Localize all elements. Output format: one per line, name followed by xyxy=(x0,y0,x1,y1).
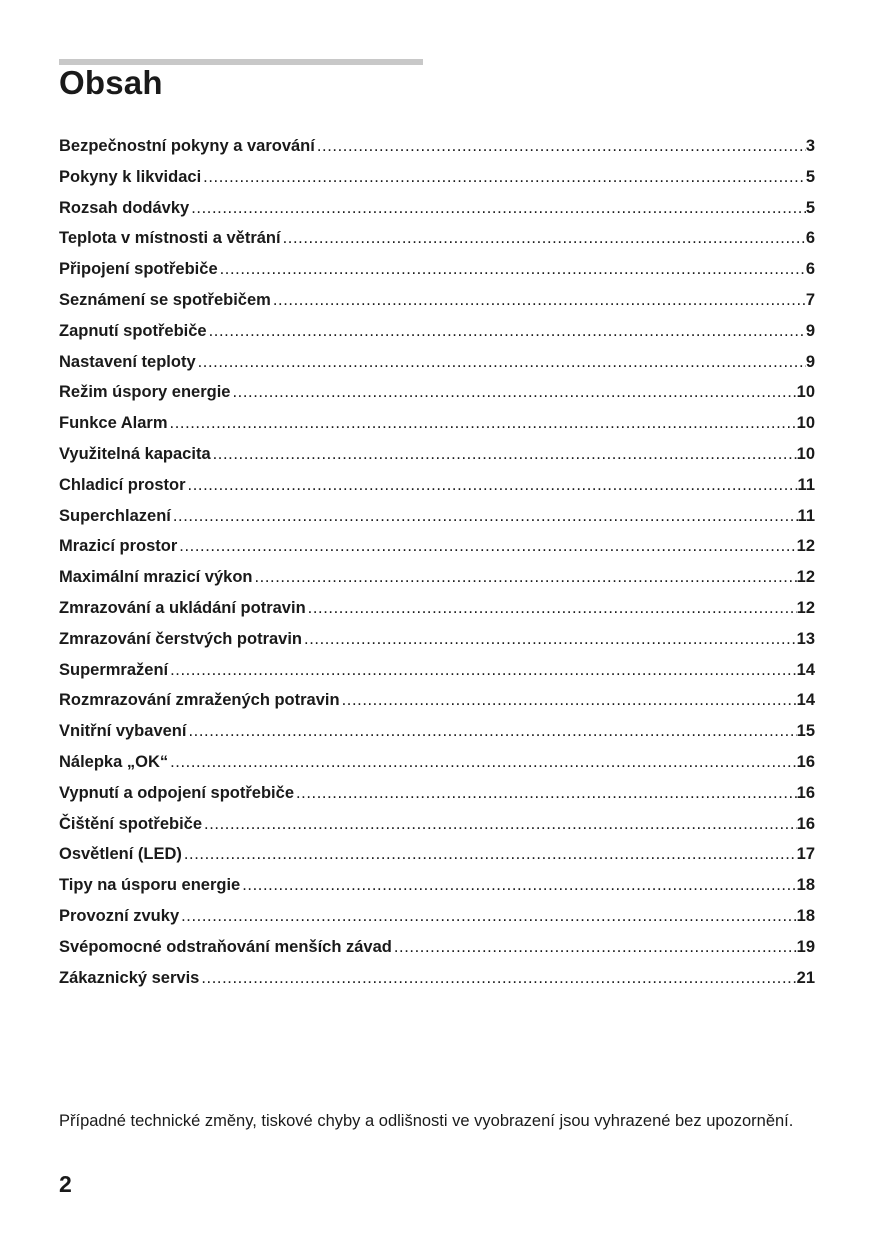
toc-entry-page: 16 xyxy=(796,814,815,833)
toc-dot-leader xyxy=(230,383,796,402)
toc-entry-title: Zapnutí spotřebiče xyxy=(59,321,207,340)
toc-entry-title: Vnitřní vybavení xyxy=(59,722,187,741)
toc-dot-leader xyxy=(218,260,806,279)
toc-dot-leader xyxy=(202,815,797,834)
toc-dot-leader xyxy=(392,938,797,957)
toc-dot-leader xyxy=(168,753,797,772)
toc-entry-title: Rozsah dodávky xyxy=(59,198,190,217)
toc-dot-leader xyxy=(168,661,797,680)
toc-entry xyxy=(59,476,815,507)
toc-dot-leader xyxy=(177,537,796,556)
toc-entry xyxy=(59,414,815,445)
toc-entry xyxy=(59,229,815,260)
toc-entry-page: 16 xyxy=(796,752,815,771)
toc-entry-title: Využitelná kapacita xyxy=(59,444,211,463)
toc-entry-page: 5 xyxy=(805,198,815,217)
toc-entry-page: 11 xyxy=(797,475,815,494)
toc-entry-title: Zmrazování čerstvých potravin xyxy=(59,629,303,648)
toc-dot-leader xyxy=(211,445,797,464)
toc-entry-title: Tipy na úsporu energie xyxy=(59,876,241,895)
toc-dot-leader xyxy=(302,630,797,649)
toc-entry-page: 12 xyxy=(796,537,815,556)
toc-entry-title: Nálepka „OK“ xyxy=(59,752,169,771)
toc-dot-leader xyxy=(294,784,797,803)
toc-entry xyxy=(59,199,815,230)
toc-entry xyxy=(59,630,815,661)
toc-dot-leader xyxy=(186,722,796,741)
toc-entry xyxy=(59,722,815,753)
toc-dot-leader xyxy=(271,291,806,310)
toc-entry xyxy=(59,815,815,846)
toc-entry xyxy=(59,907,815,938)
toc-dot-leader xyxy=(240,876,796,895)
toc-entry-page: 10 xyxy=(796,414,815,433)
toc-entry-page: 10 xyxy=(796,444,815,463)
toc-dot-leader xyxy=(306,599,797,618)
toc-entry-page: 9 xyxy=(805,352,815,371)
toc-entry xyxy=(59,784,815,815)
toc-entry xyxy=(59,938,815,969)
toc-entry-page: 14 xyxy=(796,660,815,679)
toc-entry-page: 14 xyxy=(796,691,815,710)
toc-entry-page: 12 xyxy=(796,598,815,617)
toc-entry-title: Teplota v místnosti a větrání xyxy=(59,229,281,248)
toc-entry-page: 19 xyxy=(796,937,815,956)
table-of-contents xyxy=(59,137,815,999)
toc-entry xyxy=(59,568,815,599)
toc-entry-page: 9 xyxy=(805,321,815,340)
toc-entry xyxy=(59,168,815,199)
toc-entry-title: Zákaznický servis xyxy=(59,968,200,987)
toc-entry-title: Bezpečnostní pokyny a varování xyxy=(59,137,315,155)
toc-entry-title: Supermražení xyxy=(59,660,169,679)
toc-entry xyxy=(59,969,815,1000)
toc-dot-leader xyxy=(253,568,797,587)
toc-entry-title: Mrazicí prostor xyxy=(59,537,178,556)
toc-entry-page: 13 xyxy=(796,629,815,648)
toc-entry-title: Zmrazování a ukládání potravin xyxy=(59,598,306,617)
toc-entry-page: 16 xyxy=(796,783,815,802)
toc-entry-title: Pokyny k likvidaci xyxy=(59,167,202,186)
toc-entry-title: Osvětlení (LED) xyxy=(59,845,182,864)
toc-entry xyxy=(59,291,815,322)
toc-entry xyxy=(59,507,815,538)
toc-entry-page: 17 xyxy=(796,845,815,864)
toc-entry xyxy=(59,137,815,168)
toc-dot-leader xyxy=(189,199,806,218)
toc-entry-title: Režim úspory energie xyxy=(59,383,231,402)
toc-entry xyxy=(59,599,815,630)
toc-entry-title: Svépomocné odstraňování menších závad xyxy=(59,937,392,956)
toc-entry xyxy=(59,445,815,476)
toc-entry-page: 12 xyxy=(796,568,815,587)
toc-dot-leader xyxy=(182,845,797,864)
page-title: Obsah xyxy=(59,64,163,101)
toc-entry xyxy=(59,661,815,692)
toc-entry-title: Funkce Alarm xyxy=(59,414,168,433)
page-number: 2 xyxy=(59,1171,72,1197)
toc-entry-title: Provozní zvuky xyxy=(59,906,180,925)
toc-dot-leader xyxy=(315,137,806,156)
toc-dot-leader xyxy=(186,476,798,495)
toc-entry xyxy=(59,383,815,414)
toc-entry-title: Seznámení se spotřebičem xyxy=(59,290,271,309)
toc-entry-page: 7 xyxy=(805,290,815,309)
toc-entry xyxy=(59,537,815,568)
toc-dot-leader xyxy=(201,168,806,187)
toc-entry xyxy=(59,845,815,876)
toc-entry-page: 18 xyxy=(796,876,815,895)
toc-entry-page: 5 xyxy=(805,167,815,186)
toc-entry-title: Chladicí prostor xyxy=(59,475,186,494)
toc-entry xyxy=(59,260,815,291)
toc-entry xyxy=(59,353,815,384)
toc-entry-page: 11 xyxy=(797,506,815,525)
toc-dot-leader xyxy=(196,353,806,372)
toc-entry xyxy=(59,876,815,907)
toc-entry-page: 15 xyxy=(796,722,815,741)
toc-entry-title: Čištění spotřebiče xyxy=(59,814,203,833)
toc-entry-page: 18 xyxy=(796,906,815,925)
toc-entry-page: 21 xyxy=(796,968,815,987)
toc-entry-page: 3 xyxy=(805,137,815,155)
toc-dot-leader xyxy=(168,414,797,433)
disclaimer-note: Případné technické změny, tiskové chyby a odlišnosti ve vyobrazení jsou vyhrazené bez upozornění. xyxy=(59,1112,794,1130)
toc-entry-title: Superchlazení xyxy=(59,506,171,525)
toc-dot-leader xyxy=(171,507,798,526)
toc-entry xyxy=(59,691,815,722)
toc-entry-title: Vypnutí a odpojení spotřebiče xyxy=(59,783,294,802)
toc-dot-leader xyxy=(340,691,797,710)
toc-dot-leader xyxy=(179,907,797,926)
toc-entry-page: 10 xyxy=(796,383,815,402)
toc-entry-title: Rozmrazování zmražených potravin xyxy=(59,691,340,710)
toc-dot-leader xyxy=(207,322,806,341)
toc-entry-title: Maximální mrazicí výkon xyxy=(59,568,253,587)
toc-dot-leader xyxy=(199,969,796,988)
toc-entry-page: 6 xyxy=(805,260,815,279)
toc-entry-title: Připojení spotřebiče xyxy=(59,260,218,279)
toc-entry xyxy=(59,753,815,784)
toc-dot-leader xyxy=(281,229,806,248)
toc-entry xyxy=(59,322,815,353)
toc-entry-title: Nastavení teploty xyxy=(59,352,196,371)
toc-entry-page: 6 xyxy=(805,229,815,248)
